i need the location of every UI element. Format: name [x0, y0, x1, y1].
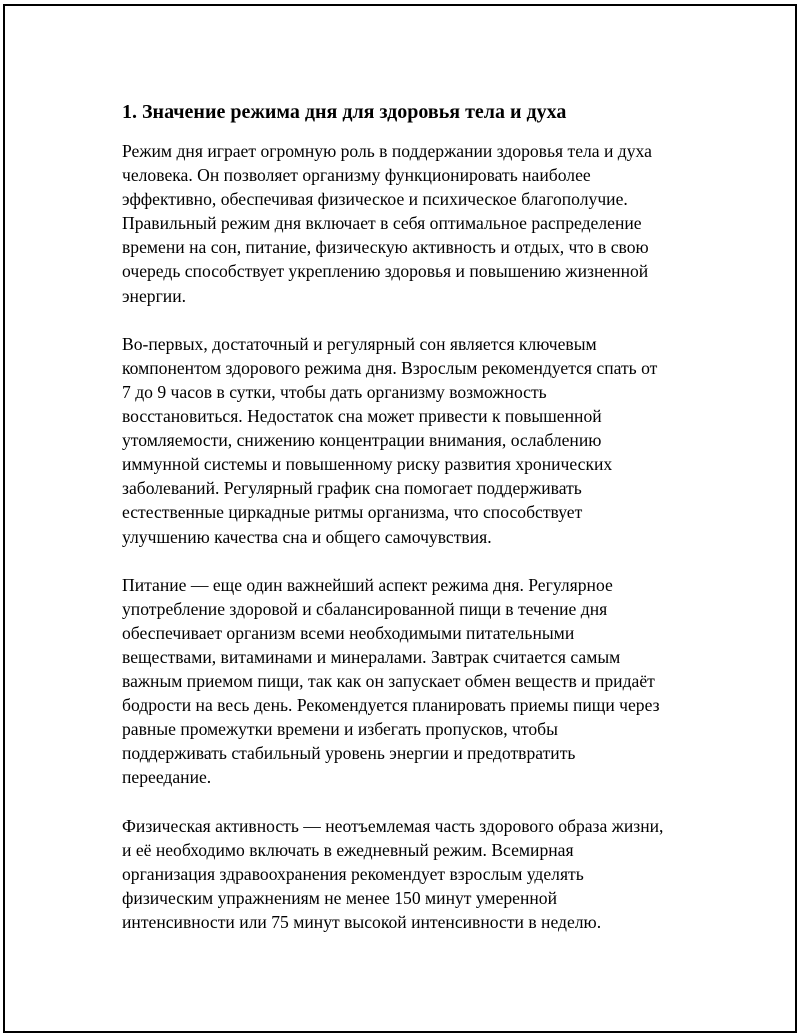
text-line: иммунной системы и повышенному риску развития хронических [122, 454, 613, 475]
text-line: человека. Он позволяет организму функционировать наиболее [122, 165, 591, 186]
text-line: естественные циркадные ритмы организма, что способствует [122, 502, 583, 523]
text-line: энергии. [122, 285, 187, 306]
text-line: веществами, витаминами и минералами. Завтрак считается самым [122, 646, 621, 667]
text-line: обеспечивает организм всеми необходимыми питательными [122, 622, 575, 643]
text-line: утомляемости, снижению концентрации внимания, ослаблению [122, 430, 602, 451]
text-line: эффективно, обеспечивая физическое и психическое благополучие. [122, 189, 628, 210]
paragraph-activity [122, 814, 702, 934]
text-line: физическим упражнениям не менее 150 минут умеренной [122, 887, 558, 908]
text-line: бодрости на весь день. Рекомендуется планировать приемы пищи через [122, 695, 660, 716]
text-line: улучшению качества сна и общего самочувствия. [122, 526, 492, 547]
text-line: интенсивности или 75 минут высокой интенсивности в неделю. [122, 912, 602, 932]
paragraph-sleep [122, 332, 702, 549]
text-line: Режим дня играет огромную роль в поддержании здоровья тела и духа [122, 141, 652, 161]
text-line: Правильный режим дня включает в себя оптимальное распределение [122, 213, 642, 234]
text-line: и её необходимо включать в ежедневный режим. Всемирная [122, 839, 574, 860]
text-line: Физическая активность — неотъемлемая часть здорового образа жизни, [122, 815, 664, 836]
text-line: равные промежутки времени и избегать пропусков, чтобы [122, 719, 558, 740]
text-line: Питание — еще один важнейший аспект режима дня. Регулярное [122, 574, 613, 595]
paragraph-nutrition [122, 573, 702, 790]
text-line: организация здравоохранения рекомендует взрослым уделять [122, 863, 584, 884]
text-line: времени на сон, питание, физическую активность и отдых, что в свою [122, 237, 649, 258]
section-heading: 1. Значение режима дня для здоровья тела и духа [122, 101, 567, 123]
text-line: важным приемом пищи, так как он запускает обмен веществ и придаёт [122, 671, 655, 692]
text-line: Во-первых, достаточный и регулярный сон является ключевым [122, 333, 597, 354]
document-body [122, 99, 702, 934]
text-line: восстановиться. Недостаток сна может привести к повышенной [122, 406, 602, 427]
page-frame [3, 4, 797, 1033]
text-line: 7 до 9 часов в сутки, чтобы дать организму возможность [122, 381, 547, 402]
text-line: компонентом здорового режима дня. Взрослым рекомендуется спать от [122, 357, 658, 378]
text-line: поддерживать стабильный уровень энергии и предотвратить [122, 743, 576, 764]
text-line: переедание. [122, 767, 212, 788]
paragraph-intro [122, 139, 702, 308]
text-line: заболеваний. Регулярный график сна помогает поддерживать [122, 478, 582, 499]
text-line: очередь способствует укреплению здоровья и повышению жизненной [122, 261, 649, 282]
text-line: употребление здоровой и сбалансированной пищи в течение дня [122, 598, 608, 619]
